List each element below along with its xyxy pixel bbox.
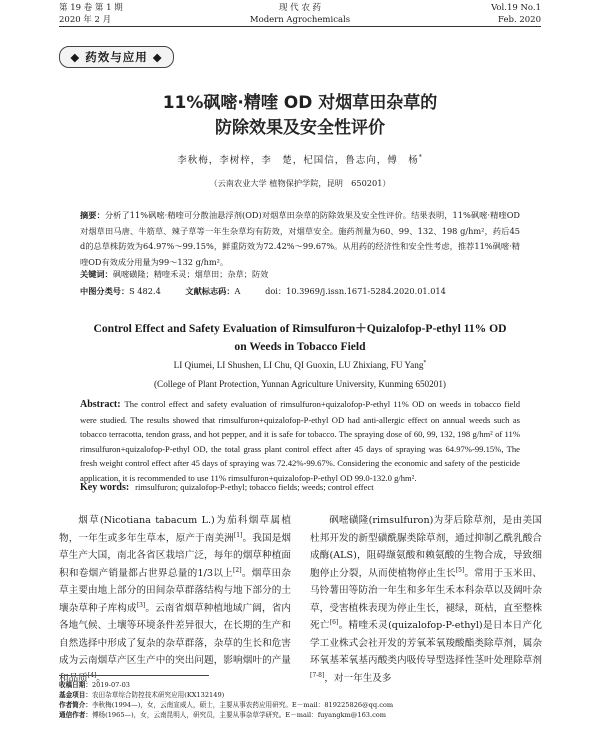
title-en	[59, 320, 541, 356]
clc-value: S 482.4	[129, 286, 161, 296]
affiliation-en: (College of Plant Protection, Yunnan Agriculture University, Kunming 650201)	[154, 379, 446, 389]
body-text: 。精喹禾灵(quizalofop-P-ethyl)是日本日产化学工业株式会社开发的芳氧苯氧羧酸酯类除草剂，属杂环氧基苯氧基丙酸类内吸传导型选择性茎叶处理除草剂	[310, 620, 543, 666]
citation: [5]	[455, 566, 465, 574]
keywords-en	[80, 481, 520, 494]
body-left-column	[59, 512, 291, 687]
keywords-cn-text: 砜嘧磺隆；精喹禾灵；烟草田；杂草；防效	[112, 269, 269, 279]
keywords-en-text: rimsulfuron; quizalofop-P-ethyl; tobacco fields; weeds; control effect	[135, 482, 374, 492]
body-right-column	[310, 512, 542, 687]
footnote-label: 作者简介：	[59, 701, 92, 709]
citation: [4]	[87, 671, 97, 679]
authors-en	[59, 360, 541, 370]
title-cn-line2: 防除效果及安全性评价	[215, 118, 385, 138]
doc-code-value: A	[234, 286, 241, 296]
citation: [7-8]	[310, 671, 325, 679]
footnote-label: 基金项目：	[59, 691, 92, 699]
abstract-en-label: Abstract:	[80, 399, 121, 410]
title-en-line2: on Weeds in Tobacco Field	[234, 340, 366, 353]
abstract-en-text: The control effect and safety evaluation of rimsulfuron+quizalofop-P-ethyl 11% OD on weeds in tobacco field were studied. The results showed that rimsulfuron+quizalofop-P-ethyl OD had anti-allergic effect on annual weeds such as tobacco terracotta, tendon grass, and hot pepper, and it is safe for tobacco. The spraying dose of 60, 99, 132, 198 g/hm² of 11% rimsulfuron+quizalofop-P-ethyl OD, the total grass plant control effect after 45 days of spraying was 64.97%-99.15%, The fresh weight control effect after 45 days of spraying was 72.42%-99.67%. Considering the economic and safety of the pesticide application, it is recommended to use 11% rimsulfuron+quizalofop-P-ethyl OD 99.0-132.0 g/hm².	[80, 399, 520, 483]
abstract-cn-text: 分析了11%砜嘧·精喹可分散油悬浮剂(OD)对烟草田杂草的防除效果及安全性评价。结果表明，11%砜嘧·精喹OD对烟草田马唐、牛筋草、辣子草等一年生杂草均有防效，对烟草安全。施药剂量为60、99、132、198 g/hm²，药后45 d的总草株防效为64.97%～99.15%，鲜重防效为72.42%～99.67%。从用药的经济性和安全性考虑，推荐11%砜嘧·精喹OD有效成分用量为99～132 g/hm²。	[80, 210, 520, 267]
doi-value: 10.3969/j.issn.1671-5284.2020.01.014	[286, 286, 446, 296]
footnote-author	[59, 700, 541, 710]
footnote-label: 收稿日期：	[59, 681, 92, 689]
body-paragraph	[59, 512, 291, 687]
authors-cn-names: 李秋梅，李树梓，李 楚，杞国信，鲁志向，傅 杨	[177, 155, 419, 166]
body-text: 砜嘧磺隆(rimsulfuron)为芽后除草剂，是由美国杜邦开发的新型磺酰脲类除草剂，通过抑制乙酰乳酸合成酶(ALS)，阻碍缬氨酸和赖氨酸的生物合成，导致细胞停止分裂，从而使植物停止生长	[310, 515, 542, 579]
corresponding-mark: *	[418, 153, 423, 161]
keywords-cn-label: 关键词：	[80, 269, 113, 279]
section-tag: ◆ 药效与应用 ◆	[59, 46, 174, 68]
body-text: 。烟草田杂草主要由地上部分的田间杂草群落结构与地下部分的土壤杂草种子库构成	[59, 567, 291, 614]
footnote-text: 农田杂草综合防控技术研究应用(KX132149)	[91, 691, 225, 699]
footnote-text: 2019-07-03	[91, 681, 130, 689]
issue-cn: 第 19 卷 第 1 期	[59, 3, 123, 13]
keywords-cn	[80, 268, 520, 280]
footnotes	[59, 680, 541, 720]
title-en-line1: Control Effect and Safety Evaluation of Rimsulfuron＋Quizalofop-P-ethyl 11% OD	[93, 322, 507, 335]
citation: [2]	[233, 566, 242, 574]
affiliation-cn: （云南农业大学 植物保护学院，昆明 650201）	[209, 178, 391, 188]
journal-en: Modern Agrochemicals	[249, 15, 351, 25]
date-cn: 2020 年 2 月	[59, 15, 112, 25]
body-paragraph	[310, 512, 542, 687]
abstract-cn-label: 摘要：	[80, 210, 105, 220]
header-divider	[59, 26, 541, 27]
citation: [1]	[233, 531, 243, 539]
body-text: 烟草(Nicotiana tabacum L.)为茄科烟草属植物，一年生或多年生草本，原产于南美洲	[59, 515, 291, 544]
body-text: ，对一年生及多	[324, 672, 392, 684]
title-cn-line1: 11%砜嘧·精喹 OD 对烟草田杂草的	[162, 93, 438, 113]
doi-label: doi：	[265, 286, 287, 296]
body-text: 。常用于玉米田、马铃薯田等防治一年生和多年生禾本科杂草以及阔叶杂草，受害植株表现为停止生长，褪绿，斑枯，直至整株死亡	[310, 567, 543, 631]
footnote-corresponding	[59, 710, 541, 720]
citation: [3]	[136, 601, 146, 609]
clc-label: 中图分类号：	[80, 286, 130, 296]
body-text: 。	[96, 672, 106, 684]
body-text: 。我国是烟草生产大国，南北各省区栽培广泛，每年的烟草种植面积和卷烟产销量都占世界总量的1/3以上	[59, 532, 292, 579]
authors-cn	[59, 152, 541, 166]
doc-code-label: 文献标志码：	[185, 286, 235, 296]
keywords-en-label: Key words:	[80, 482, 130, 493]
footnote-fund	[59, 690, 541, 700]
volume-en: Vol.19 No.1	[491, 3, 541, 13]
abstract-en	[80, 397, 520, 486]
footnote-text: 傅杨(1965—)，女，云南昆明人，研究员，主要从事杂草学研究。E－mail：fuyangkm@163.com	[91, 711, 386, 719]
classification-line	[80, 285, 520, 297]
abstract-cn	[80, 208, 520, 270]
footnote-label: 通信作者：	[59, 711, 92, 719]
authors-en-names: LI Qiumei, LI Shushen, LI Chu, QI Guoxin, LU Zhixiang, FU Yang	[173, 360, 424, 370]
footnote-text: 李秋梅(1994—)，女，云南宣威人，硕士，主要从事农药应用研究。E－mail：819225826@qq.com	[91, 701, 394, 709]
footnote-divider	[59, 675, 209, 676]
corresponding-mark-en: *	[423, 359, 427, 366]
footnote-received	[59, 680, 541, 690]
citation: [6]	[329, 618, 339, 626]
body-text: 。云南省烟草种植地域广阔，省内各地气候、土壤等环境条件差异很大，在长期的生产和自然选择中形成了复杂的杂草群落，杂草的生长和危害成为云南烟草产区生产中的突出问题，影响烟叶的产量和品质	[59, 602, 292, 684]
journal-cn: 现 代 农 药	[278, 3, 322, 13]
date-en: Feb. 2020	[498, 15, 541, 25]
